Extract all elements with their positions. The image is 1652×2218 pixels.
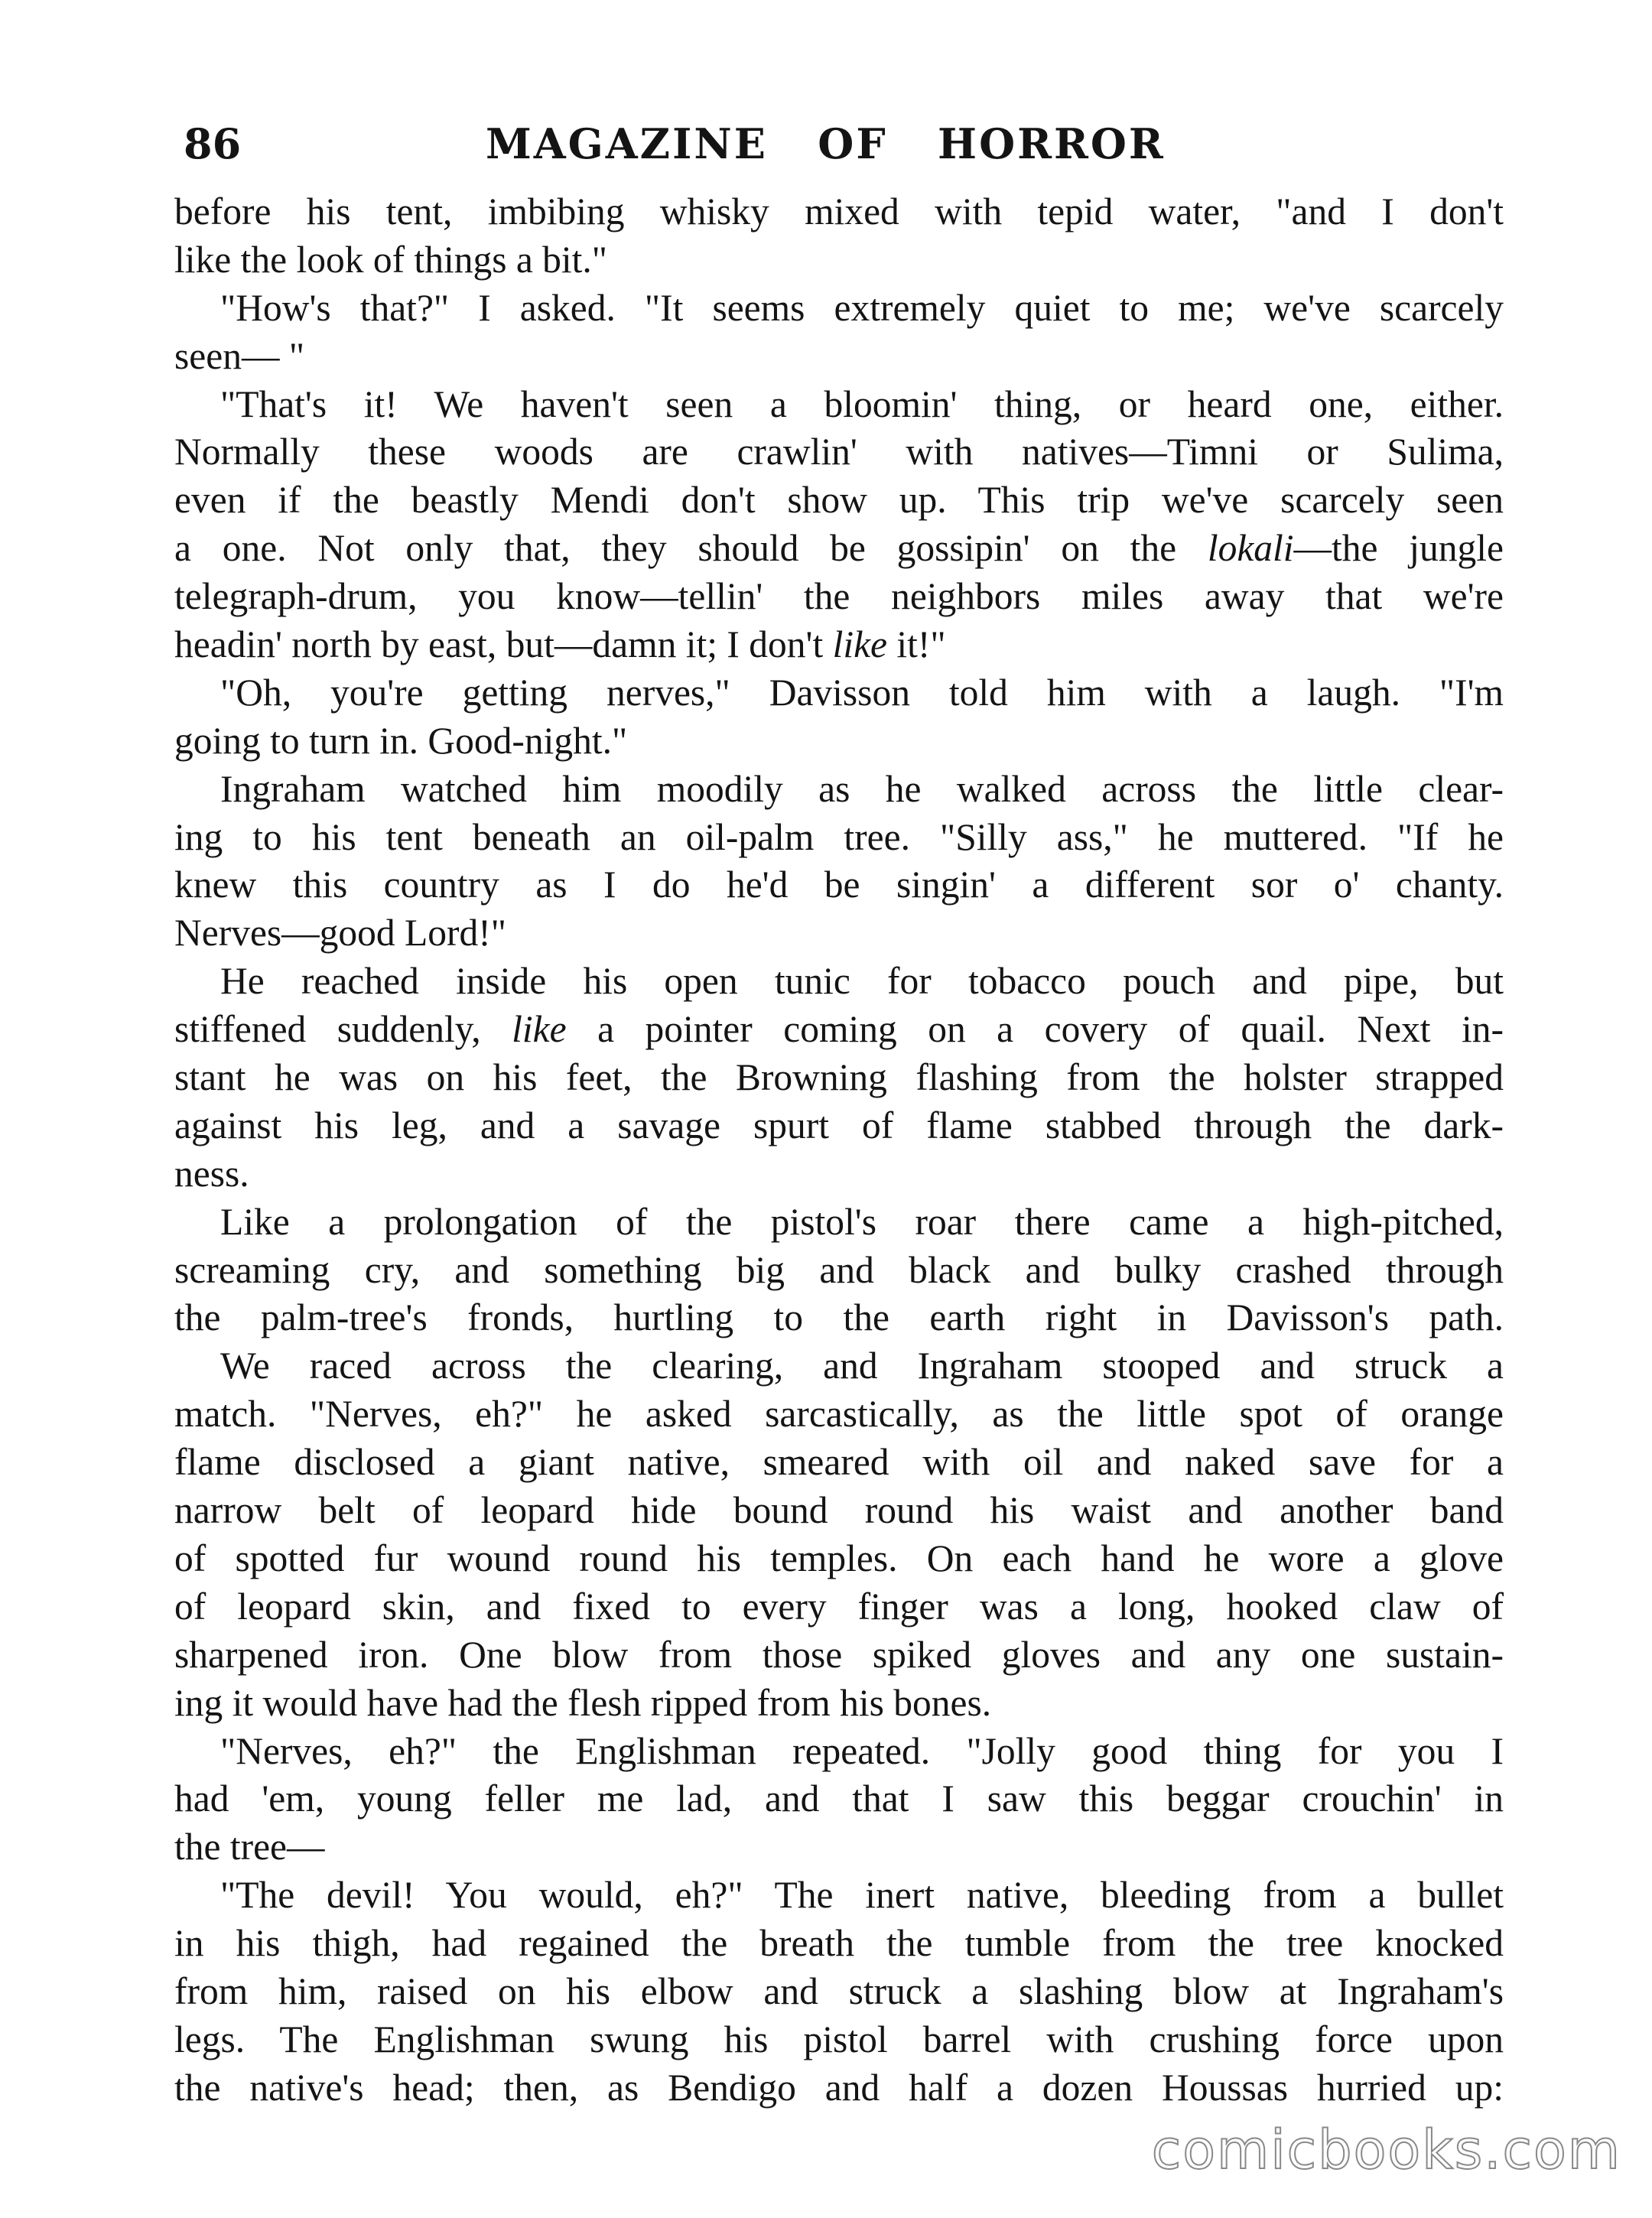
page-number: 86: [184, 119, 242, 168]
text-line: Nerves—good Lord!": [174, 912, 506, 955]
running-title: MAGAZINE OF HORROR: [486, 119, 1166, 168]
text-line: "That's it! We haven't seen a bloomin' thing, or heard one, either.: [220, 382, 1504, 425]
text-line: ing it would have had the flesh ripped from his bones.: [174, 1681, 992, 1724]
text-line: the native's head; then, as Bendigo and half a dozen Houssas hurried up:: [174, 2066, 1504, 2109]
watermark: comicbooks.com: [1151, 2119, 1621, 2181]
story-text: [174, 188, 1504, 2112]
text-line: seen— ": [174, 334, 305, 377]
text-line: against his leg, and a savage spurt of flame stabbed through the dark-: [174, 1104, 1504, 1146]
text-line: even if the beastly Mendi don't show up. This trip we've scarcely seen: [174, 479, 1504, 522]
text-line: ing to his tent beneath an oil-palm tree. "Silly ass," he muttered. "If he: [174, 815, 1504, 858]
text-line: "Oh, you're getting nerves," Davisson told him with a laugh. "I'm: [220, 671, 1504, 714]
text-line: the palm-tree's fronds, hurtling to the earth right in Davisson's path.: [174, 1296, 1504, 1339]
text-line: flame disclosed a giant native, smeared with oil and naked save for a: [174, 1441, 1504, 1484]
text-line: sharpened iron. One blow from those spiked gloves and any one sustain-: [174, 1633, 1504, 1676]
text-line: of spotted fur wound round his temples. On each hand he wore a glove: [174, 1537, 1504, 1579]
italic-word: like: [480, 1008, 598, 1051]
text-line: going to turn in. Good-night.": [174, 719, 628, 762]
text-line: before his tent, imbibing whisky mixed with tepid water, "and I don't: [174, 190, 1504, 233]
text-line: a one. Not only that, they should be gossipin' on the lokali—the jungle: [174, 527, 1504, 570]
italic-word: lokali: [1207, 527, 1294, 570]
text-line: stiffened suddenly, like a pointer coming on a covery of quail. Next in-: [174, 1008, 1504, 1051]
text-line: Ingraham watched him moodily as he walked across the little clear-: [220, 767, 1504, 810]
text-line: ness.: [174, 1152, 249, 1195]
text-line: the tree—: [174, 1826, 325, 1868]
text-line: screaming cry, and something big and black and bulky crashed through: [174, 1248, 1504, 1291]
text-line: headin' north by east, but—damn it; I don't like it!": [174, 623, 946, 666]
text-line: narrow belt of leopard hide bound round his waist and another band: [174, 1489, 1504, 1532]
text-line: "Nerves, eh?" the Englishman repeated. "Jolly good thing for you I: [220, 1729, 1504, 1772]
text-line: legs. The Englishman swung his pistol barrel with crushing force upon: [174, 2018, 1504, 2060]
text-line: Like a prolongation of the pistol's roar there came a high-pitched,: [220, 1200, 1504, 1243]
text-line: from him, raised on his elbow and struck a slashing blow at Ingraham's: [174, 1969, 1504, 2012]
text-line: stant he was on his feet, the Browning flashing from the holster strapped: [174, 1056, 1504, 1099]
text-line: We raced across the clearing, and Ingraham stooped and struck a: [220, 1345, 1504, 1387]
text-line: "How's that?" I asked. "It seems extremely quiet to me; we've scarcely: [220, 286, 1504, 329]
text-line: Normally these woods are crawlin' with natives—Timni or Sulima,: [174, 431, 1504, 473]
text-line: telegraph-drum, you know—tellin' the neighbors miles away that we're: [174, 575, 1504, 618]
page-header: [184, 113, 1476, 174]
text-line: had 'em, young feller me lad, and that I saw this beggar crouchin' in: [174, 1777, 1504, 1820]
text-line: like the look of things a bit.": [174, 238, 608, 281]
text-line: in his thigh, had regained the breath the tumble from the tree knocked: [174, 1922, 1504, 1965]
text-line: "The devil! You would, eh?" The inert native, bleeding from a bullet: [220, 1874, 1504, 1917]
text-line: of leopard skin, and fixed to every finger was a long, hooked claw of: [174, 1585, 1504, 1628]
text-line: knew this country as I do he'd be singin' a different sor o' chanty.: [174, 863, 1504, 906]
text-line: match. "Nerves, eh?" he asked sarcastically, as the little spot of orange: [174, 1393, 1504, 1436]
italic-word: like: [823, 623, 897, 666]
text-line: He reached inside his open tunic for tobacco pouch and pipe, but: [220, 960, 1504, 1003]
